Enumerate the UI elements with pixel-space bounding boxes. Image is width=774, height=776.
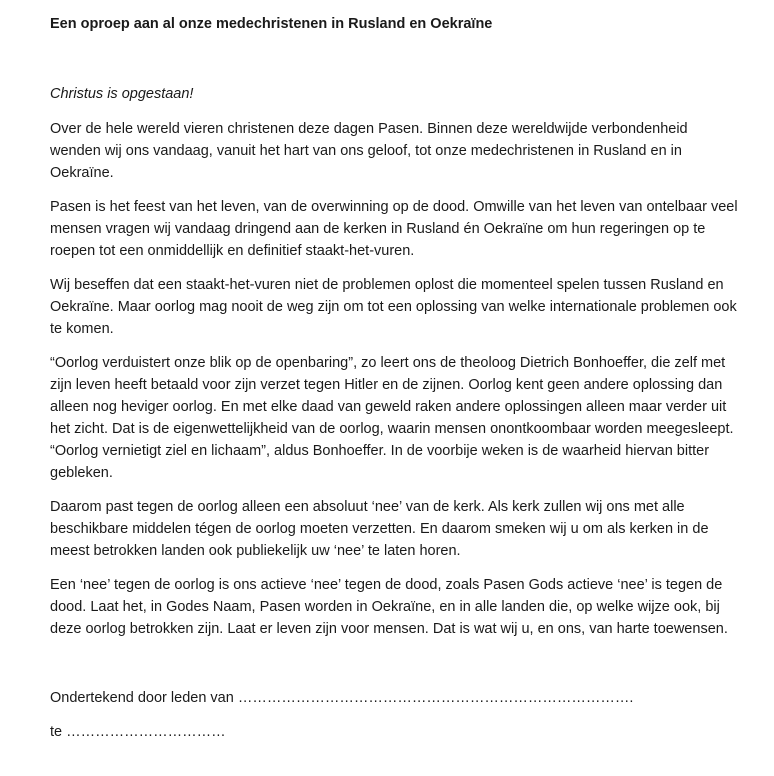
letter-page bbox=[50, 14, 740, 740]
paragraph-5: Daarom past tegen de oorlog alleen een absoluut ‘nee’ van de kerk. Als kerk zullen wij ons met alle beschikbare middelen tégen de oorlog moeten verzetten. En daarom smeken wij u om als kerken in de meest betrokken landen ook publiekelijk uw ‘nee’ te laten horen. bbox=[50, 499, 709, 559]
letter-body bbox=[50, 118, 740, 652]
paragraph-2: Pasen is het feest van het leven, van de overwinning op de dood. Omwille van het leven van ontelbaar veel mensen vragen wij vandaag dringend aan de kerken in Rusland én Oekraïne om hun regeringen op te roepen tot een onmiddellijk en definitief staakt-het-vuren. bbox=[50, 199, 738, 259]
letter-title: Een oproep aan al onze medechristenen in Rusland en Oekraïne bbox=[50, 16, 493, 32]
signature-line-place: te …………………………… bbox=[50, 724, 226, 740]
paragraph-6: Een ‘nee’ tegen de oorlog is ons actieve ‘nee’ tegen de dood, zoals Pasen Gods actieve ‘nee’ is tegen de dood. Laat het, in Godes Naam, Pasen worden in Oekraïne, en in alle landen die, op welke wijze ook, bij deze oorlog betrokken zijn. Laat er leven zijn voor mensen. Dat is wat wij u, en ons, van harte toewensen. bbox=[50, 577, 728, 637]
greeting: Christus is opgestaan! bbox=[50, 86, 194, 102]
paragraph-4: “Oorlog verduistert onze blik op de openbaring”, zo leert ons de theoloog Dietrich Bonhoeffer, die zelf met zijn leven heeft betaald voor zijn verzet tegen Hitler en de zijnen. Oorlog kent geen andere oplossing dan alleen nog heviger oorlog. En met elke daad van geweld raken andere oplossingen alleen maar verder uit het zicht. Dat is de eigenwettelijkheid van de oorlog, waarin mensen onontkoombaar worden meegesleept. “Oorlog vernietigt ziel en lichaam”, aldus Bonhoeffer. In de voorbije weken is de waarheid hiervan bitter gebleken. bbox=[50, 355, 734, 481]
signature-line-members: Ondertekend door leden van ………………………………………………………………………. bbox=[50, 690, 634, 706]
paragraph-1: Over de hele wereld vieren christenen deze dagen Pasen. Binnen deze wereldwijde verbondenheid wenden wij ons vandaag, vanuit het hart van ons geloof, tot onze medechristenen in Rusland en in Oekraïne. bbox=[50, 121, 688, 181]
paragraph-3: Wij beseffen dat een staakt-het-vuren niet de problemen oplost die momenteel spelen tussen Rusland en Oekraïne. Maar oorlog mag nooit de weg zijn om tot een oplossing van welke internationale problemen ook te komen. bbox=[50, 277, 737, 337]
